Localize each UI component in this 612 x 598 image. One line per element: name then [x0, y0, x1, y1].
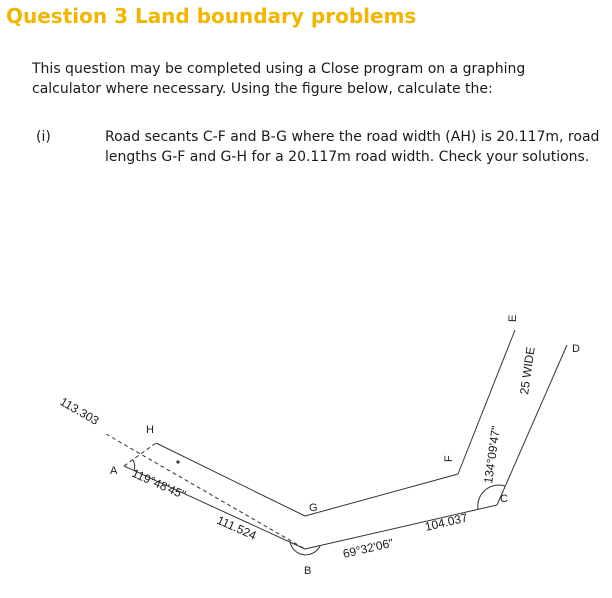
point-label-c: C	[500, 493, 508, 505]
distance-label-104: 104.037	[423, 510, 469, 534]
marker-dot	[176, 460, 179, 463]
point-label-h: H	[146, 424, 154, 436]
point-label-f: F	[443, 455, 455, 462]
road-width-label: 25 WIDE	[517, 345, 538, 396]
distance-label-113: 113.303	[57, 394, 102, 428]
angle-label-b: 69°32'06"	[341, 535, 395, 561]
dashed-line-a-h	[124, 443, 156, 466]
line-b-c	[305, 505, 497, 549]
line-g-f	[305, 474, 458, 516]
point-label-a: A	[110, 465, 118, 477]
angle-label-a: 119°48'45"	[129, 465, 188, 503]
point-label-g: G	[309, 502, 318, 514]
page-title: Question 3 Land boundary problems	[6, 4, 417, 28]
intro-paragraph: This question may be completed using a Close program on a graphing calculator where necessary. Using the figure below, calculate the:	[32, 61, 526, 97]
line-h-g	[156, 443, 305, 516]
point-label-d: D	[572, 343, 580, 355]
angle-label-c: 134°09'47"	[481, 424, 504, 485]
point-label-e: E	[507, 314, 519, 322]
point-label-b: B	[304, 565, 312, 577]
question-number: (i)	[36, 129, 51, 145]
question-text: Road secants C-F and B-G where the road width (AH) is 20.117m, road lengths G-F and G-H for a 20.117m road width. Check your solutions.	[105, 129, 600, 165]
distance-label-111: 111.524	[214, 512, 259, 543]
dashed-line-extension	[106, 434, 305, 549]
